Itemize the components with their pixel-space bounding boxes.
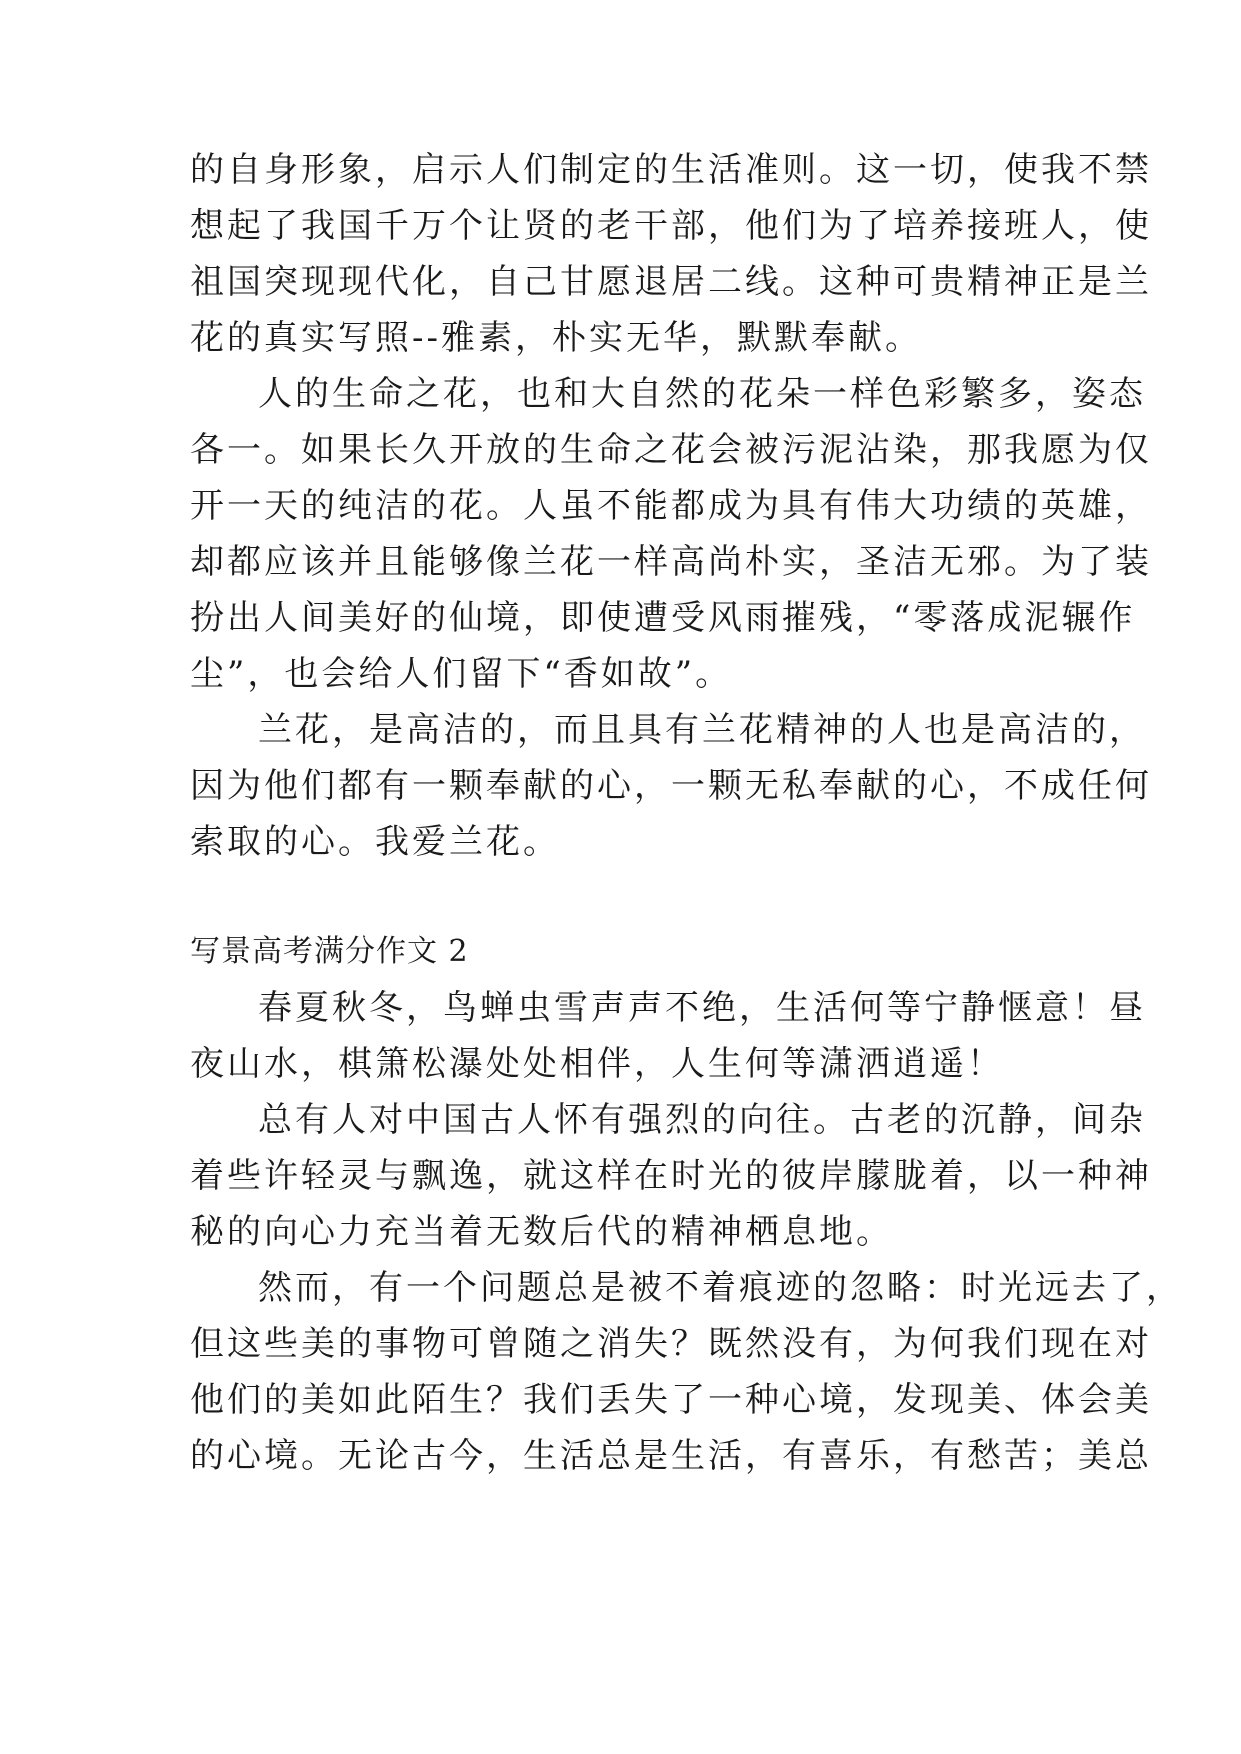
paragraph-first-line: 总有人对中国古人怀有强烈的向往。古老的沉静，间杂 xyxy=(258,1100,1146,1140)
text-line: 他们的美如此陌生？我们丢失了一种心境，发现美、体会美 xyxy=(190,1380,1152,1420)
paragraph-first-line: 然而，有一个问题总是被不着痕迹的忽略：时光远去了， xyxy=(258,1268,1183,1308)
paragraph-first-line: 人的生命之花，也和大自然的花朵一样色彩繁多，姿态 xyxy=(258,374,1146,414)
text-line: 但这些美的事物可曾随之消失？既然没有，为何我们现在对 xyxy=(190,1324,1152,1364)
text-line: 开一天的纯洁的花。人虽不能都成为具有伟大功绩的英雄， xyxy=(190,486,1152,526)
paragraph-first-line: 春夏秋冬，鸟蝉虫雪声声不绝，生活何等宁静惬意！昼 xyxy=(258,988,1146,1028)
text-line: 的自身形象，启示人们制定的生活准则。这一切，使我不禁 xyxy=(190,150,1152,190)
text-line: 扮出人间美好的仙境，即使遭受风雨摧残，“零落成泥辗作 xyxy=(190,598,1136,638)
text-line: 夜山水，棋箫松瀑处处相伴，人生何等潇洒逍遥！ xyxy=(190,1044,1004,1084)
text-line: 秘的向心力充当着无数后代的精神栖息地。 xyxy=(190,1212,893,1252)
section-heading: 写景高考满分作文 2 xyxy=(190,934,469,969)
text-line: 却都应该并且能够像兰花一样高尚朴实，圣洁无邪。为了装 xyxy=(190,542,1152,582)
text-line: 想起了我国千万个让贤的老干部，他们为了培养接班人，使 xyxy=(190,206,1152,246)
text-line: 各一。如果长久开放的生命之花会被污泥沾染，那我愿为仅 xyxy=(190,430,1152,470)
text-line: 的心境。无论古今，生活总是生活，有喜乐，有愁苦；美总 xyxy=(190,1436,1152,1476)
text-line: 花的真实写照--雅素，朴实无华，默默奉献。 xyxy=(190,318,922,358)
paragraph-first-line: 兰花，是高洁的，而且具有兰花精神的人也是高洁的， xyxy=(258,710,1146,750)
text-line: 尘”，也会给人们留下“香如故”。 xyxy=(190,654,733,694)
text-line: 因为他们都有一颗奉献的心，一颗无私奉献的心，不成任何 xyxy=(190,766,1152,806)
text-line: 祖国突现现代化，自己甘愿退居二线。这种可贵精神正是兰 xyxy=(190,262,1152,302)
text-line: 索取的心。我爱兰花。 xyxy=(190,822,560,862)
text-line: 着些许轻灵与飘逸，就这样在时光的彼岸朦胧着，以一种神 xyxy=(190,1156,1152,1196)
